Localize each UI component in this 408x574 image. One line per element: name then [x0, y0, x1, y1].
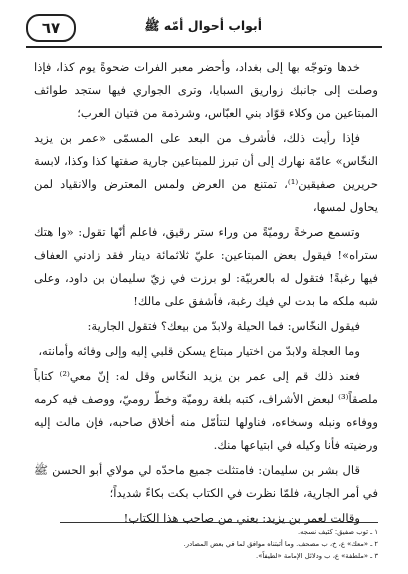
paragraph: وتسمع صرخةً روميّةً من وراء ستر رقيق، فاعلم أنّها تقول: «وا هتك ستراه»! فيقول بعض المبتاعين: عليّ ثلاثمائة دينار فقد زادني العفاف فيها رغبةً! فتقول له بالعربيّة: لو برزت في زيّ سليمان بن داود، وعلى شبه ملكه ما بدت لي فيك رغبة، فأشفق على مالك!	[34, 225, 378, 308]
paragraph: وقالت لعمر بن يزيد: بعني من صاحب هذا الكتاب!	[123, 511, 360, 525]
page-header	[26, 10, 382, 48]
paragraph: فإذا رأيت ذلك، فأشرف من البعد على المسمّى «عمر بن يزيد النخّاس» عامّة نهارك إلى أن تبرز للمبتاعين جارية صفتها كذا وكذا، لابسة حريرين صفيقين⁽¹⁾، تمتنع من العرض ولمس المعترض والانقياد لمن يحاول لمسها،	[34, 131, 379, 214]
footnotes	[60, 522, 378, 562]
footnote: ٣ ـ «ملطفة» ع، ب ودلائل الإمامة «لطيفاً».	[256, 552, 378, 560]
paragraph: فعند ذلك قم إلى عمر بن يزيد النخّاس وقل له: إنّ معي⁽²⁾ كتاباً ملصقاً⁽³⁾ لبعض الأشراف، كتبه بلغة روميّة وخطّ روميّ، ووصف فيه كرمه ووفاءه ونبله وسخاءه، فناولها لتتأمّل منه أخلاق صاحبه، فإن مالت إليه ورضيته فأنا وكيله في ابتياعها منك.	[34, 369, 378, 452]
body-text	[34, 56, 378, 532]
footnote: ٢ ـ «معك» ع، خ، ب مصحف. وما أثبتناه موافق لما في بعض المصادر.	[183, 540, 378, 548]
running-title: أبواب أحوال أمّه ﷺ	[144, 18, 262, 33]
paragraph: قال بشر بن سليمان: فامتثلت جميع ماحدّه لي مولاي أبو الحسن ﷺ في أمر الجارية، فلمّا نظرت في الكتاب بكت بكاءً شديداً؛	[34, 463, 378, 500]
page-number: ٦٧	[26, 14, 76, 42]
paragraph: خدها وتوجّه بها إلى بغداد، وأحضر معبر الفرات ضحوةً يوم كذا، فإذا وصلت إلى جانبك زواريق السبايا، وترى الجواري فيها ستجد طوائف المبتاعين من وكلاء قوّاد بني العبّاس، وشرذمة من فتيان العرب؛	[34, 60, 378, 120]
footnote: ١ ـ ثوب صفيق: كثيف نسجه.	[298, 528, 378, 536]
paragraph: فيقول النخّاس: فما الحيلة ولابدّ من بيعك؟ فتقول الجارية:	[87, 319, 360, 333]
paragraph: وما العجلة ولابدّ من اختيار مبتاع يسكن قلبي إليه وإلى وفائه وأمانته،	[38, 344, 360, 358]
